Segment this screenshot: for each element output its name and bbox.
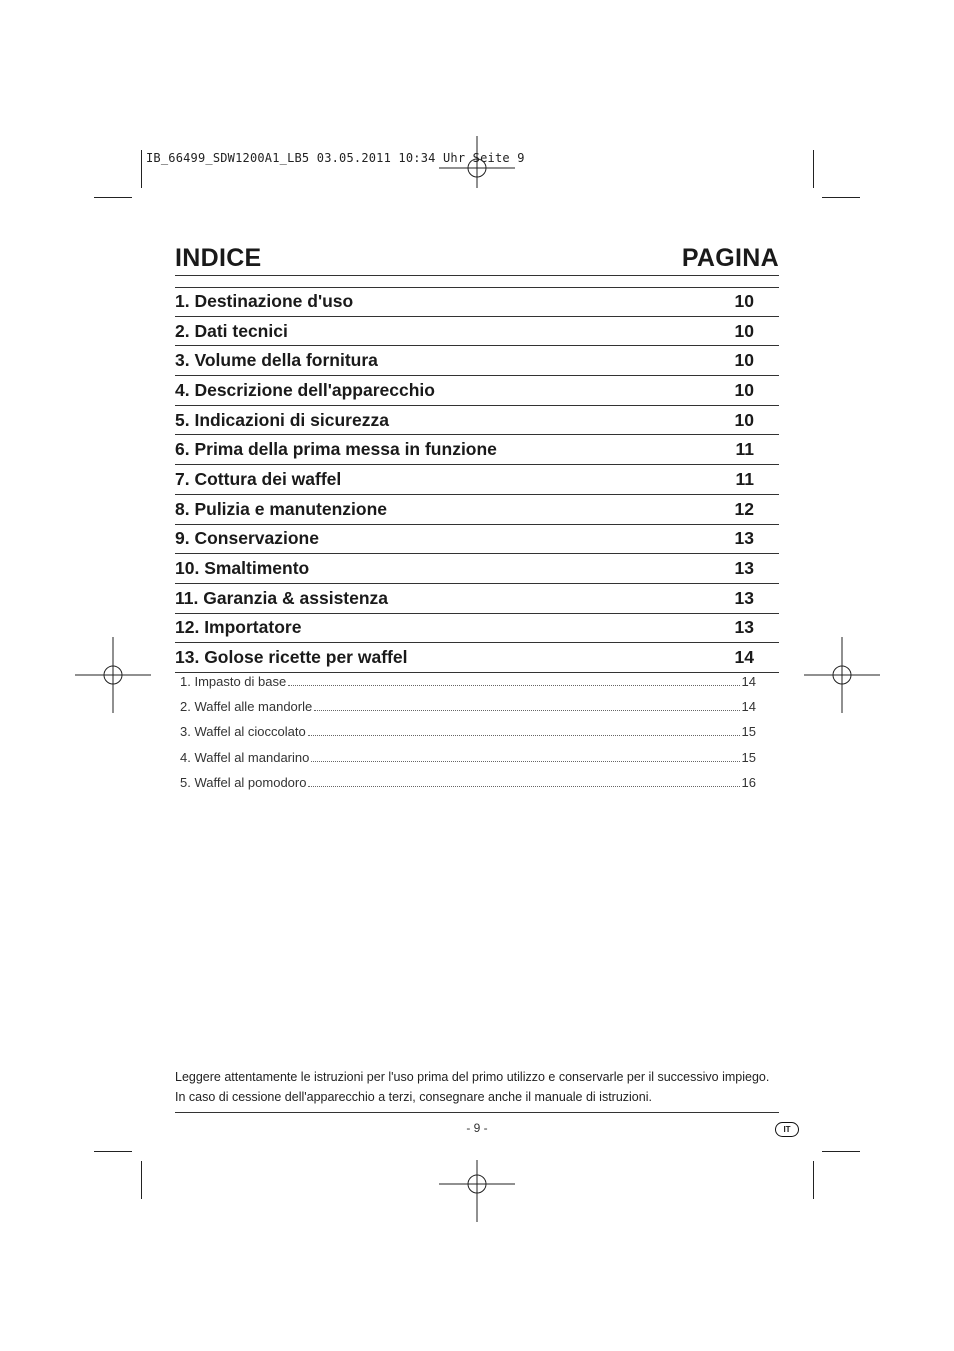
toc-entry[interactable] [175, 614, 779, 644]
toc-entry-title: 5. Indicazioni di sicurezza [175, 409, 389, 430]
recipe-entry[interactable] [180, 719, 756, 744]
toc-entry[interactable] [175, 435, 779, 465]
recipe-entry-title: 3. Waffel al cioccolato [180, 724, 306, 740]
toc-entry[interactable] [175, 465, 779, 495]
toc-entry-page: 10 [734, 379, 754, 400]
toc-entry-title: 4. Descrizione dell'apparecchio [175, 379, 435, 400]
toc-entry-title: 8. Pulizia e manutenzione [175, 498, 387, 519]
dot-leader [311, 761, 739, 762]
toc-entry[interactable] [175, 376, 779, 406]
toc-entry-page: 10 [734, 409, 754, 430]
toc-entry-title: 7. Cottura dei waffel [175, 468, 342, 489]
toc-entry-page: 11 [735, 439, 754, 460]
toc-entry[interactable] [175, 317, 779, 347]
print-slug: IB_66499_SDW1200A1_LB5 03.05.2011 10:34 Uhr Seite 9 [146, 151, 525, 165]
toc-entry-page: 13 [734, 587, 754, 608]
toc-entry-title: 3. Volume della fornitura [175, 350, 378, 371]
toc-entry[interactable] [175, 525, 779, 555]
recipe-entry[interactable] [180, 694, 756, 719]
toc-entry[interactable] [175, 554, 779, 584]
toc-entry-page: 10 [734, 291, 754, 312]
page-number: - 9 - [466, 1121, 488, 1135]
recipe-entry-title: 4. Waffel al mandarino [180, 749, 310, 765]
heading-page-label: PAGINA [681, 244, 779, 272]
dot-leader [308, 735, 740, 736]
toc-entry-title: 10. Smaltimento [175, 558, 310, 579]
toc-entry-title: 13. Golose ricette per waffel [175, 647, 408, 668]
toc-entry-title: 1. Destinazione d'uso [175, 291, 354, 312]
dot-leader [314, 710, 739, 711]
recipe-entry-title: 5. Waffel al pomodoro [180, 774, 307, 790]
toc-entry[interactable] [175, 287, 779, 317]
toc-entry-page: 12 [734, 498, 754, 519]
registration-mark-left-icon [75, 637, 151, 713]
recipe-entry[interactable] [180, 745, 756, 770]
toc-entry-page: 13 [734, 617, 754, 638]
toc-entry-page: 10 [734, 350, 754, 371]
table-of-contents [175, 287, 779, 673]
recipe-entry-page: 16 [741, 774, 756, 790]
recipe-entry-title: 2. Waffel alle mandorle [180, 699, 313, 715]
usage-note: Leggere attentamente le istruzioni per l'uso prima del primo utilizzo e conservarle per il successivo impiego. [175, 1070, 770, 1084]
recipe-entry-page: 14 [741, 699, 756, 715]
usage-note: In caso di cessione dell'apparecchio a terzi, consegnare anche il manuale di istruzioni. [175, 1089, 652, 1104]
recipe-entry-title: 1. Impasto di base [180, 674, 287, 690]
recipe-sublist [180, 669, 756, 795]
toc-entry-page: 13 [734, 528, 754, 549]
registration-mark-bottom-icon [439, 1146, 515, 1222]
footer-divider [175, 1112, 779, 1113]
toc-entry-title: 11. Garanzia & assistenza [175, 587, 389, 608]
registration-mark-right-icon [804, 637, 880, 713]
toc-entry[interactable] [175, 495, 779, 525]
dot-leader [288, 685, 739, 686]
toc-entry-title: 12. Importatore [175, 617, 302, 638]
toc-entry-page: 11 [735, 468, 754, 489]
language-badge: IT [775, 1122, 799, 1137]
toc-entry[interactable] [175, 406, 779, 436]
registration-mark-top-icon [439, 136, 515, 212]
index-heading [175, 244, 779, 274]
heading-index-label: INDICE [175, 244, 262, 272]
recipe-entry[interactable] [180, 669, 756, 694]
toc-entry-title: 2. Dati tecnici [175, 320, 288, 341]
toc-entry[interactable] [175, 346, 779, 376]
usage-notes [175, 1068, 779, 1107]
toc-entry-title: 6. Prima della prima messa in funzione [175, 439, 497, 460]
toc-entry-page: 10 [734, 320, 754, 341]
toc-entry-title: 9. Conservazione [175, 528, 319, 549]
recipe-entry-page: 15 [741, 749, 756, 765]
heading-divider [175, 275, 779, 276]
recipe-entry-page: 15 [741, 724, 756, 740]
recipe-entry[interactable] [180, 770, 756, 795]
toc-entry-page: 13 [734, 558, 754, 579]
dot-leader [308, 786, 739, 787]
toc-entry[interactable] [175, 584, 779, 614]
recipe-entry-page: 14 [741, 674, 756, 690]
toc-entry-page: 14 [734, 647, 754, 668]
